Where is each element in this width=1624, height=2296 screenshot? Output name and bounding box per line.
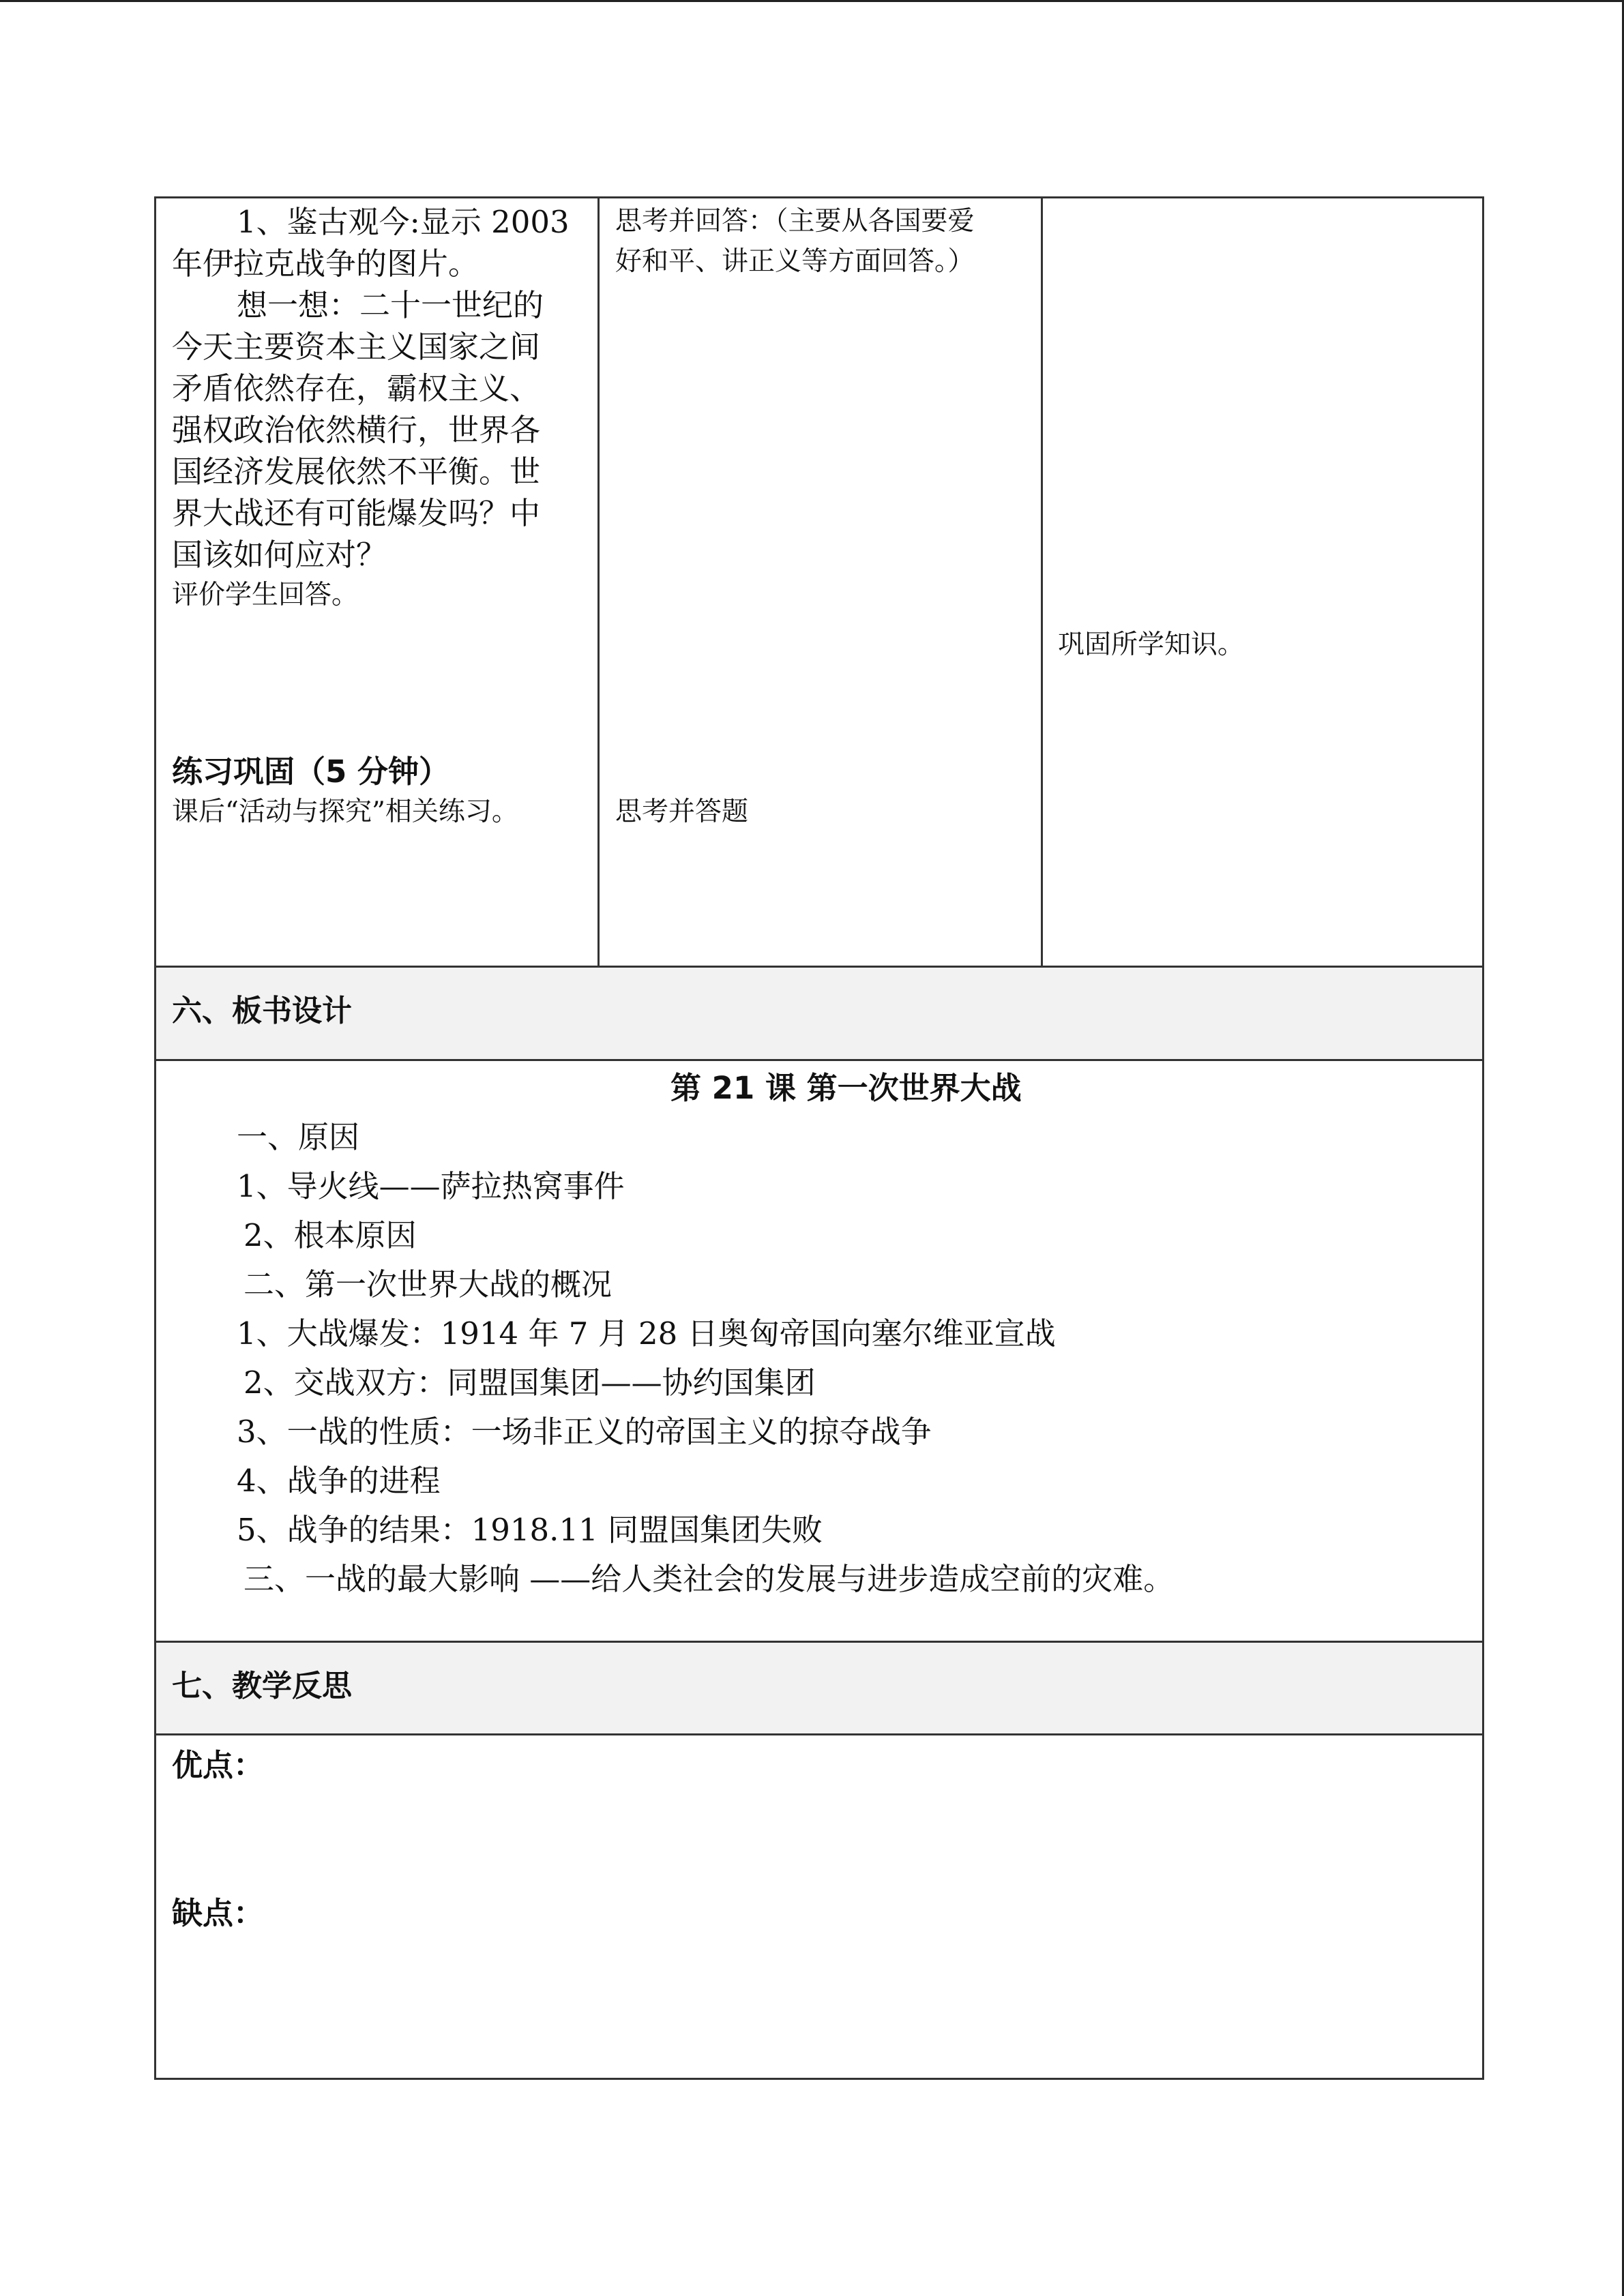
- intent-text: 巩固所学知识。: [1058, 629, 1245, 660]
- outline-line: 1、大战爆发：1914 年 7 月 28 日奥匈帝国向塞尔维亚宣战: [237, 1315, 1056, 1352]
- think-line: 国经济发展依然不平衡。世: [172, 453, 541, 490]
- student-practice-answer: 思考并答题: [615, 796, 749, 827]
- think-line: 今天主要资本主义国家之间: [172, 329, 541, 365]
- think-line: 国该如何应对？: [172, 537, 387, 573]
- cons-label: 缺点：: [172, 1895, 265, 1931]
- row-divider-activity: [156, 966, 1482, 968]
- outline-line: 一、原因: [237, 1119, 360, 1155]
- outline-line: 2、交战双方：同盟国集团——协约国集团: [243, 1365, 816, 1401]
- student-answer-line: 好和平、讲正义等方面回答。）: [615, 246, 975, 277]
- outline-line: 5、战争的结果：1918.11 同盟国集团失败: [237, 1512, 823, 1548]
- lesson-title: 第 21 课 第一次世界大战: [670, 1070, 1022, 1106]
- board-design-header-band: [156, 968, 1482, 1059]
- board-design-heading: 六、板书设计: [172, 994, 352, 1028]
- evaluate-text: 评价学生回答。: [172, 580, 359, 610]
- outline-line: 1、导火线——萨拉热窝事件: [237, 1168, 625, 1204]
- item-line: 1、鉴古观今:显示 2003: [237, 204, 570, 240]
- student-answer-line: 思考并回答：（主要从各国要爱: [615, 206, 975, 237]
- lesson-plan-table: [154, 196, 1484, 2080]
- row-divider-board-body: [156, 1641, 1482, 1643]
- page-top-border: [0, 0, 1624, 2]
- think-line: 强权政治依然横行，世界各: [172, 412, 541, 448]
- practice-heading: 练习巩固（5 分钟）: [172, 754, 449, 790]
- row-divider-board-header: [156, 1059, 1482, 1061]
- item-line: 年伊拉克战争的图片。: [172, 245, 479, 282]
- pros-label: 优点：: [172, 1747, 265, 1783]
- practice-text: 课后“活动与探究”相关练习。: [172, 796, 518, 827]
- column-divider-2: [1041, 198, 1043, 966]
- reflection-heading: 七、教学反思: [172, 1669, 352, 1703]
- outline-line: 3、一战的性质：一场非正义的帝国主义的掠夺战争: [237, 1414, 932, 1450]
- row-divider-reflection-header: [156, 1733, 1482, 1735]
- outline-line: 三、一战的最大影响 ——给人类社会的发展与进步造成空前的灾难。: [243, 1561, 1175, 1597]
- reflection-header-band: [156, 1643, 1482, 1733]
- think-line: 想一想：二十一世纪的: [237, 287, 544, 323]
- outline-line: 2、根本原因: [243, 1217, 417, 1253]
- think-line: 界大战还有可能爆发吗？中: [172, 495, 541, 531]
- column-divider-1: [597, 198, 600, 966]
- think-line: 矛盾依然存在，霸权主义、: [172, 370, 541, 406]
- outline-line: 二、第一次世界大战的概况: [243, 1266, 612, 1302]
- outline-line: 4、战争的进程: [237, 1463, 441, 1499]
